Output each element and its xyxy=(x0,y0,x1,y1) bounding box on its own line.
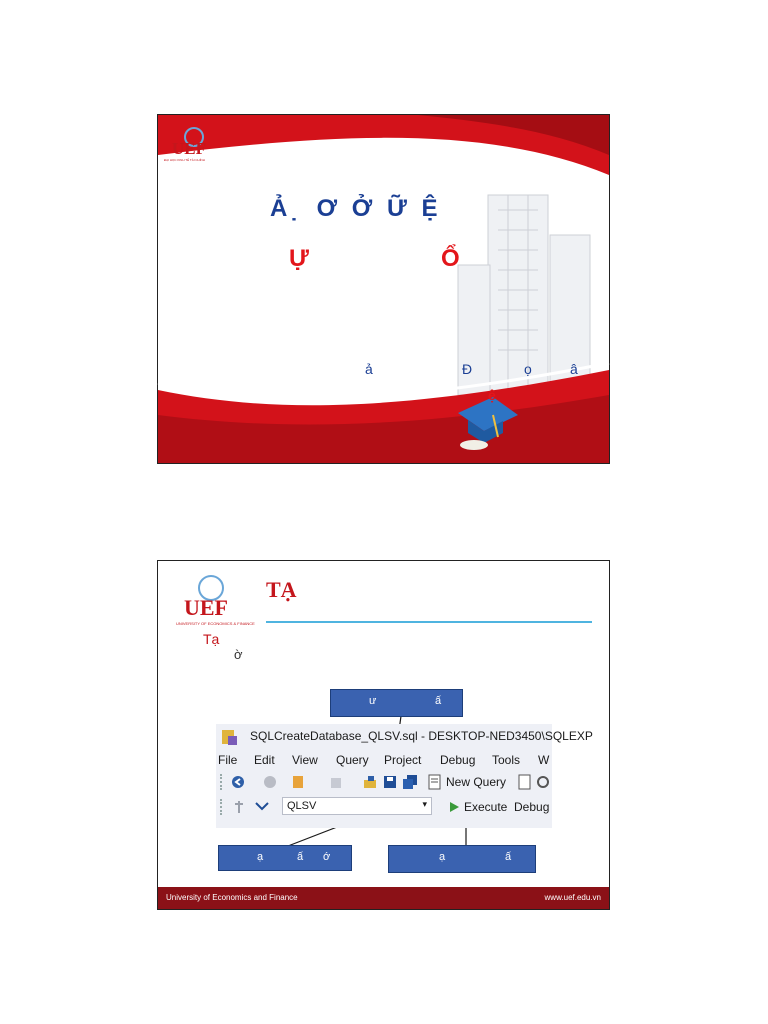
debug-button[interactable]: Debug xyxy=(514,800,550,814)
slide-title-line2-a: Ự xyxy=(289,245,309,272)
new-query-button[interactable]: New Query xyxy=(446,775,507,789)
menu-project[interactable]: Project xyxy=(384,753,422,767)
ssms-screenshot xyxy=(216,724,593,828)
slide-title-line2-b: Ổ xyxy=(441,245,460,272)
window-title: SQLCreateDatabase_QLSV.sql - DESKTOP-NED3450\SQLEXP xyxy=(250,729,593,743)
menu-window[interactable]: W xyxy=(538,753,550,767)
toolbar-grip[interactable] xyxy=(220,799,226,815)
menu-debug[interactable]: Debug xyxy=(440,753,476,767)
menu-tools[interactable]: Tools xyxy=(492,753,521,767)
change-connection-icon[interactable] xyxy=(254,799,270,815)
bullet-subtext: ờ xyxy=(234,647,243,662)
author-char: â xyxy=(570,361,578,377)
menu-file[interactable]: File xyxy=(218,753,238,767)
department-text: ệ xyxy=(488,387,496,403)
play-icon[interactable] xyxy=(448,800,460,814)
mdx-query-icon[interactable] xyxy=(536,774,550,790)
query-icon[interactable] xyxy=(518,774,532,790)
menu-view[interactable]: View xyxy=(292,753,318,767)
slide-title-line1: Ả ̣ Ơ Ở Ữ Ệ xyxy=(270,195,438,222)
forward-icon[interactable] xyxy=(262,774,278,790)
save-all-icon[interactable] xyxy=(402,774,418,790)
bullet-text: Tạ xyxy=(203,631,220,647)
execute-button[interactable]: Execute xyxy=(464,800,508,814)
connect-icon[interactable] xyxy=(232,799,246,815)
slide-footer xyxy=(158,887,609,909)
uef-logo: UEF UNIVERSITY OF ECONOMICS & FINANCE xyxy=(170,573,260,627)
callout-execute: ạ ấ xyxy=(388,845,536,873)
chevron-down-icon: ▾ xyxy=(422,799,427,809)
slide-background xyxy=(158,115,609,463)
callout-new-query: ạ ấ ớ xyxy=(218,845,352,871)
save-icon[interactable] xyxy=(382,774,398,790)
menu-query[interactable]: Query xyxy=(336,753,369,767)
callout-save-buttons: ư ấ xyxy=(330,689,463,717)
title-slide xyxy=(157,114,610,464)
author-char: Đ xyxy=(462,361,473,377)
new-project-icon[interactable] xyxy=(290,774,306,790)
author-char: ả xyxy=(365,361,373,377)
database-select[interactable]: QLSV ▾ xyxy=(282,797,432,815)
toolbar-grip[interactable] xyxy=(220,774,226,790)
footer-university: University of Economics and Finance xyxy=(166,893,298,902)
uef-logo: UEF ĐẠI HỌC KINH TẾ TÀI CHÍNH xyxy=(162,125,232,165)
footer-website: www.uef.edu.vn xyxy=(544,893,601,902)
open-file-icon[interactable] xyxy=(362,774,378,790)
add-item-icon[interactable] xyxy=(328,774,344,790)
sql-file-icon xyxy=(220,728,238,746)
back-icon[interactable] xyxy=(230,774,246,790)
content-slide xyxy=(157,560,610,910)
author-char: ọ xyxy=(524,361,532,377)
slide-title: TẠ xyxy=(266,577,297,602)
new-query-icon[interactable] xyxy=(428,774,442,790)
menu-edit[interactable]: Edit xyxy=(254,753,275,767)
